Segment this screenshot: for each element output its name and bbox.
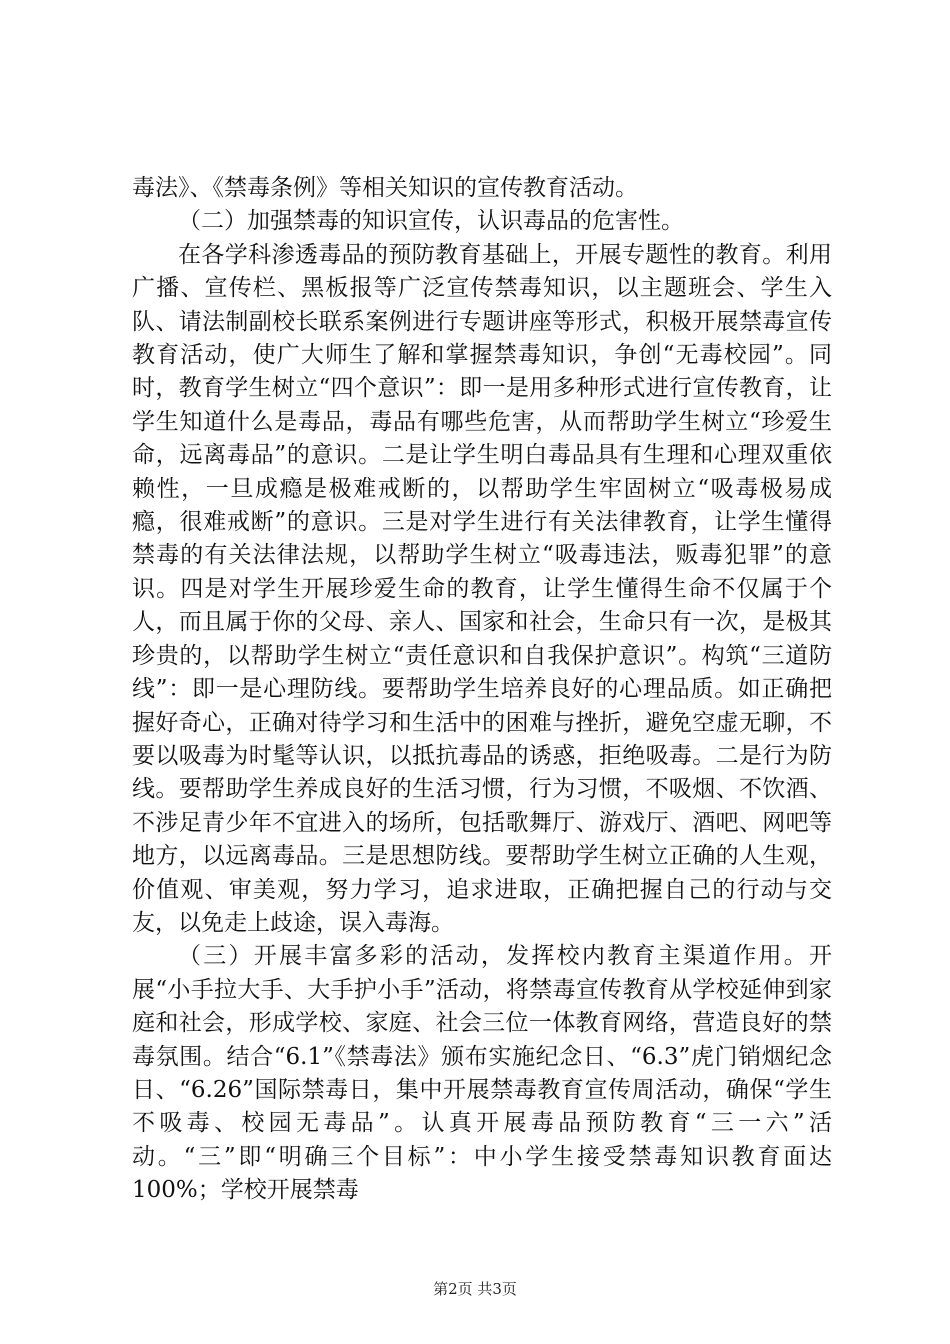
page-number-footer: 第2页 共3页: [433, 1280, 517, 1298]
paragraph-4: （三）开展丰富多彩的活动，发挥校内教育主渠道作用。开展“小手拉大手、大手护小手”活动，将禁毒宣传教育从学校延伸到家庭和社会，形成学校、家庭、社会三位一体教育网络，营造良好的禁毒氛围。结合“6.1”《禁毒法》颁布实施纪念日、“6.3”虎门销烟纪念日、“6.26”国际禁毒日，集中开展禁毒教育宣传周活动，确保“学生不吸毒、校园无毒品”。认真开展毒品预防教育“三一六”活动。“三”即“明确三个目标”：中小学生接受禁毒知识教育面达100%；学校开展禁毒: [132, 943, 832, 1204]
document-body: [132, 172, 832, 1208]
paragraph-2-heading: （二）加强禁毒的知识宣传，认识毒品的危害性。: [178, 208, 684, 235]
paragraph-3: 在各学科渗透毒品的预防教育基础上，开展专题性的教育。利用广播、宣传栏、黑板报等广泛宣传禁毒知识，以主题班会、学生入队、请法制副校长联系案例进行专题讲座等形式，积极开展禁毒宣传教育活动，使广大师生了解和掌握禁毒知识，争创“无毒校园”。同时，教育学生树立“四个意识”：即一是用多种形式进行宣传教育，让学生知道什么是毒品，毒品有哪些危害，从而帮助学生树立“珍爱生命，远离毒品”的意识。二是让学生明白毒品具有生理和心理双重依赖性，一旦成瘾是极难戒断的，以帮助学生牢固树立“吸毒极易成瘾，很难戒断”的意识。三是对学生进行有关法律教育，让学生懂得禁毒的有关法律法规，以帮助学生树立“吸毒违法，贩毒犯罪”的意识。四是对学生开展珍爱生命的教育，让学生懂得生命不仅属于个人，而且属于你的父母、亲人、国家和社会，生命只有一次，是极其珍贵的，以帮助学生树立“责任意识和自我保护意识”。构筑“三道防线”：即一是心理防线。要帮助学生培养良好的心理品质。如正确把握好奇心，正确对待学习和生活中的困难与挫折，避免空虚无聊，不要以吸毒为时髦等认识，以抵抗毒品的诱惑，拒绝吸毒。二是行为防线。要帮助学生养成良好的生活习惯，行为习惯，不吸烟、不饮酒、不涉足青少年不宜进入的场所，包括歌舞厅、游戏厅、酒吧、网吧等地方，以远离毒品。三是思想防线。要帮助学生树立正确的人生观，价值观、审美观，努力学习，追求进取，正确把握自己的行动与交友，以免走上歧途，误入毒海。: [132, 241, 832, 936]
paragraph-1: 毒法》、《禁毒条例》等相关知识的宣传教育活动。: [132, 175, 638, 201]
